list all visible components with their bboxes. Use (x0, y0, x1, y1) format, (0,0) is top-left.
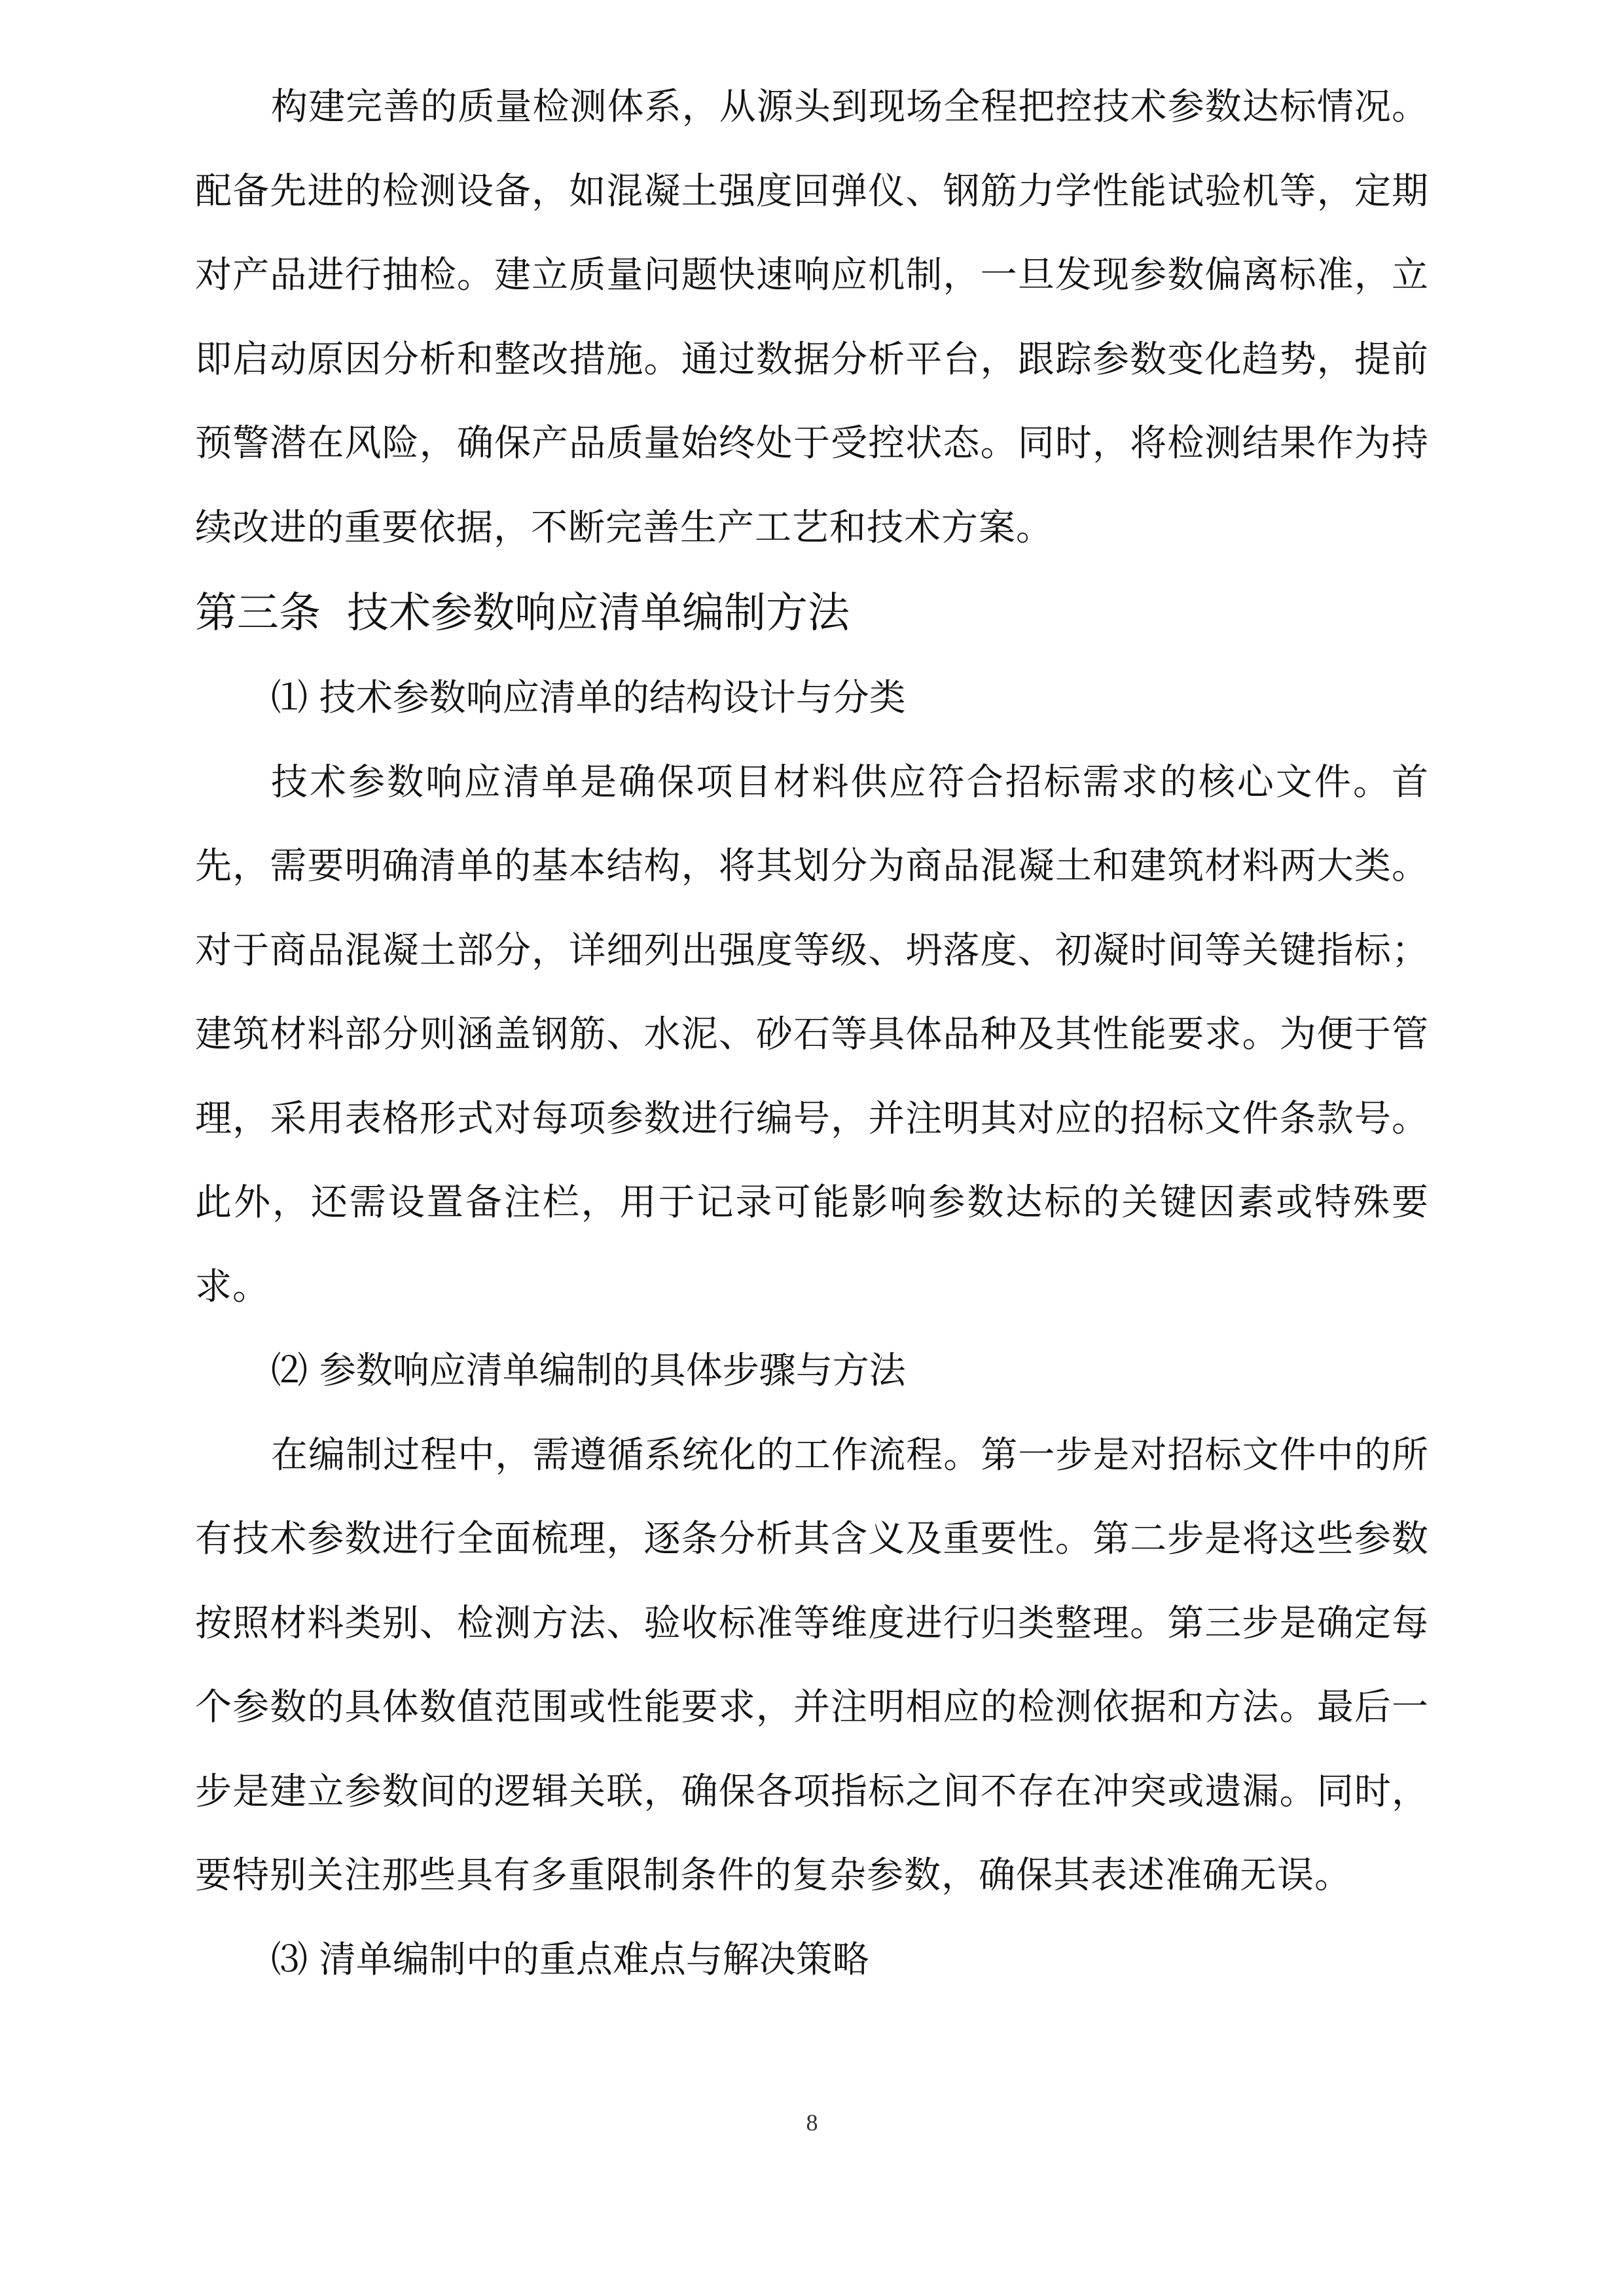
section-heading-number: 第三条 (195, 589, 321, 637)
subheading-key-difficulties: ⑶ 清单编制中的重点难点与解决策略 (271, 1938, 869, 1981)
subheading-compilation-steps: ⑵ 参数响应清单编制的具体步骤与方法 (271, 1350, 906, 1392)
subheading-structure-design: ⑴ 技术参数响应清单的结构设计与分类 (271, 677, 906, 719)
paragraph-structure-design: 技术参数响应清单是确保项目材料供应符合招标需求的核心文件。首先，需要明确清单的基本结构，将其划分为商品混凝土和建筑材料两大类。对于商品混凝土部分，详细列出强度等级、坍落度、初凝时间等关键指标；建筑材料部分则涵盖钢筋、水泥、砂石等具体品种及其性能要求。为便于管理，采用表格形式对每项参数进行编号，并注明其对应的招标文件条款号。此外，还需设置备注栏，用于记录可能影响参数达标的关键因素或特殊要求。 (195, 761, 1429, 1308)
paragraph-compilation-steps: 在编制过程中，需遵循系统化的工作流程。第一步是对招标文件中的所有技术参数进行全面梳理，逐条分析其含义及重要性。第二步是将这些参数按照材料类别、检测方法、验收标准等维度进行归类整理。第三步是确定每个参数的具体数值范围或性能要求，并注明相应的检测依据和方法。最后一步是建立参数间的逻辑关联，确保各项指标之间不存在冲突或遗漏。同时，要特别关注那些具有多重限制条件的复杂参数，确保其表述准确无误。 (195, 1433, 1429, 1897)
section-heading (195, 570, 1429, 656)
page-content (195, 65, 1429, 2002)
section-heading-title: 技术参数响应清单编制方法 (347, 589, 850, 637)
paragraph-quality-system: 构建完善的质量检测体系，从源头到现场全程把控技术参数达标情况。配备先进的检测设备，如混凝土强度回弹仪、钢筋力学性能试验机等，定期对产品进行抽检。建立质量问题快速响应机制，一旦发现参数偏离标准，立即启动原因分析和整改措施。通过数据分析平台，跟踪参数变化趋势，提前预警潜在风险，确保产品质量始终处于受控状态。同时，将检测结果作为持续改进的重要依据，不断完善生产工艺和技术方案。 (195, 86, 1429, 549)
page-number: 8 (806, 2109, 818, 2136)
